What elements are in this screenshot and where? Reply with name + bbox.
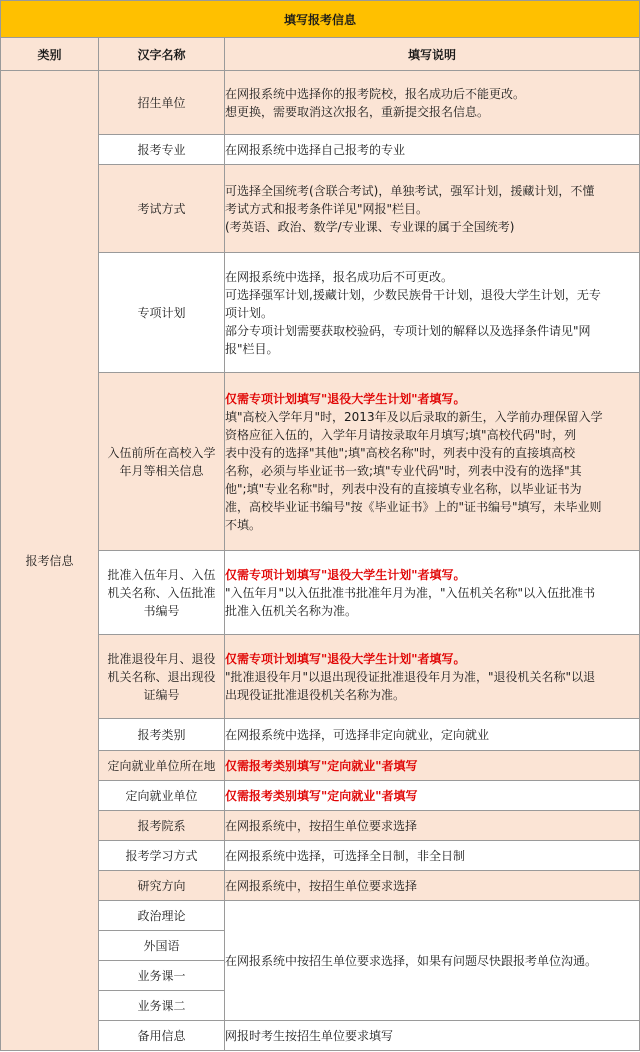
header-name: 汉字名称 — [99, 38, 225, 71]
field-name-cell: 备用信息 — [99, 1021, 225, 1051]
exam-subject-name: 外国语 — [99, 931, 225, 961]
page-title: 填写报考信息 — [1, 1, 640, 38]
field-name-line: 报考类别 — [137, 727, 186, 742]
description-line: 在网报系统中选择自己报考的专业 — [225, 142, 406, 157]
field-name-line: 年月等相关信息 — [119, 463, 204, 478]
field-name-line: 报考学习方式 — [125, 848, 198, 863]
description-line: 部分专项计划需要获取校验码，专项计划的解释以及选择条件请见"网 — [225, 323, 591, 338]
requirement-note: 仅需专项计划填写"退役大学生计划"者填写。 — [225, 651, 466, 666]
field-description-cell — [225, 871, 640, 901]
field-name-cell — [99, 165, 225, 253]
field-name-line: 书编号 — [143, 603, 180, 618]
description-line: 考试方式和报考条件详见"网报"栏目。 — [225, 201, 429, 216]
description-line: 在网报系统中选择，可选择非定向就业，定向就业 — [225, 727, 490, 742]
description-line: 准，高校毕业证书编号"按《毕业证书》上的"证书编号"填写，未毕业则 — [225, 499, 602, 514]
field-name-cell — [99, 841, 225, 871]
field-name-line: 报考院系 — [137, 818, 186, 833]
field-description-cell — [225, 841, 640, 871]
requirement-note: 仅需专项计划填写"退役大学生计划"者填写。 — [225, 391, 466, 406]
description-line: "入伍年月"以入伍批准书批准年月为准，"入伍机关名称"以入伍批准书 — [225, 585, 596, 600]
field-name-line: 入伍前所在高校入学 — [107, 445, 216, 460]
exam-subject-name: 政治理论 — [99, 901, 225, 931]
field-name-cell — [99, 253, 225, 373]
field-name-line: 机关名称、入伍批准 — [107, 585, 216, 600]
category-cell: 报考信息 — [1, 71, 99, 1051]
description-line: 批准入伍机关名称为准。 — [225, 603, 358, 618]
field-name-line: 研究方向 — [137, 878, 186, 893]
requirement-note: 仅需报考类别填写"定向就业"者填写 — [225, 788, 418, 803]
field-name-line: 批准入伍年月、入伍 — [107, 567, 216, 582]
field-name-line: 定向就业单位所在地 — [107, 758, 216, 773]
field-name-cell — [99, 373, 225, 551]
description-line: 在网报系统中，按招生单位要求选择 — [225, 878, 418, 893]
description-line: 他";填"专业名称"时，列表中没有的直接填专业名称，以毕业证书为 — [225, 481, 582, 496]
field-name-cell — [99, 719, 225, 751]
field-name-cell — [99, 811, 225, 841]
field-description-cell — [225, 165, 640, 253]
field-description-cell — [225, 781, 640, 811]
exam-subject-name: 业务课二 — [99, 991, 225, 1021]
field-name-line: 证编号 — [143, 687, 180, 702]
field-description-cell — [225, 135, 640, 165]
description-line: 在网报系统中，按招生单位要求选择 — [225, 818, 418, 833]
field-name-cell — [99, 751, 225, 781]
field-name-line: 定向就业单位 — [125, 788, 198, 803]
description-line: 在网报系统中选择你的报考院校，报名成功后不能更改。 — [225, 86, 526, 101]
field-name-cell — [99, 635, 225, 719]
exam-subjects-description: 在网报系统中按招生单位要求选择，如果有问题尽快跟报考单位沟通。 — [225, 901, 640, 1021]
requirement-note: 仅需专项计划填写"退役大学生计划"者填写。 — [225, 567, 466, 582]
field-description-cell — [225, 71, 640, 135]
field-description-cell: 网报时考生按招生单位要求填写 — [225, 1021, 640, 1051]
field-description-cell — [225, 719, 640, 751]
header-category: 类别 — [1, 38, 99, 71]
table-row — [1, 71, 640, 135]
description-line: 可选择强军计划,援藏计划，少数民族骨干计划，退役大学生计划，无专 — [225, 287, 601, 302]
description-line: 资格应征入伍的，入学年月请按录取年月填写;填"高校代码"时，列 — [225, 427, 577, 442]
field-description-cell — [225, 751, 640, 781]
field-name-cell — [99, 781, 225, 811]
description-line: 出现役证批准退役机关名称为准。 — [225, 687, 406, 702]
field-name-line: 招生单位 — [137, 95, 186, 110]
field-description-cell — [225, 373, 640, 551]
description-line: 不填。 — [225, 517, 262, 532]
field-description-cell — [225, 253, 640, 373]
field-name-line: 机关名称、退出现役 — [107, 669, 216, 684]
description-line: 在网报系统中选择，可选择全日制，非全日制 — [225, 848, 466, 863]
description-line: (考英语、政治、数学/专业课、专业课的属于全国统考) — [225, 219, 515, 234]
field-name-cell — [99, 71, 225, 135]
description-line: 在网报系统中选择，报名成功后不可更改。 — [225, 269, 454, 284]
description-line: 可选择全国统考(含联合考试)，单独考试，强军计划，援藏计划，不懂 — [225, 183, 595, 198]
requirement-note: 仅需报考类别填写"定向就业"者填写 — [225, 758, 418, 773]
field-description-cell — [225, 551, 640, 635]
field-name-line: 批准退役年月、退役 — [107, 651, 216, 666]
description-line: "批准退役年月"以退出现役证批准退役年月为准，"退役机关名称"以退 — [225, 669, 596, 684]
description-line: 名称，必须与毕业证书一致;填"专业代码"时，列表中没有的选择"其 — [225, 463, 582, 478]
exam-subject-name: 业务课一 — [99, 961, 225, 991]
header-description: 填写说明 — [225, 38, 640, 71]
field-description-cell — [225, 811, 640, 841]
description-line: 项计划。 — [225, 305, 274, 320]
field-name-cell — [99, 551, 225, 635]
field-name-cell — [99, 871, 225, 901]
field-name-cell — [99, 135, 225, 165]
description-line: 报"栏目。 — [225, 341, 279, 356]
description-line: 填"高校入学年月"时，2013年及以后录取的新生，入学前办理保留入学 — [225, 409, 603, 424]
field-name-line: 考试方式 — [137, 201, 186, 216]
description-line: 表中没有的选择"其他";填"高校名称"时，列表中没有的直接填高校 — [225, 445, 576, 460]
description-line: 想更换，需要取消这次报名，重新提交报名信息。 — [225, 104, 490, 119]
field-description-cell — [225, 635, 640, 719]
field-name-line: 专项计划 — [137, 305, 186, 320]
field-name-line: 报考专业 — [137, 142, 186, 157]
